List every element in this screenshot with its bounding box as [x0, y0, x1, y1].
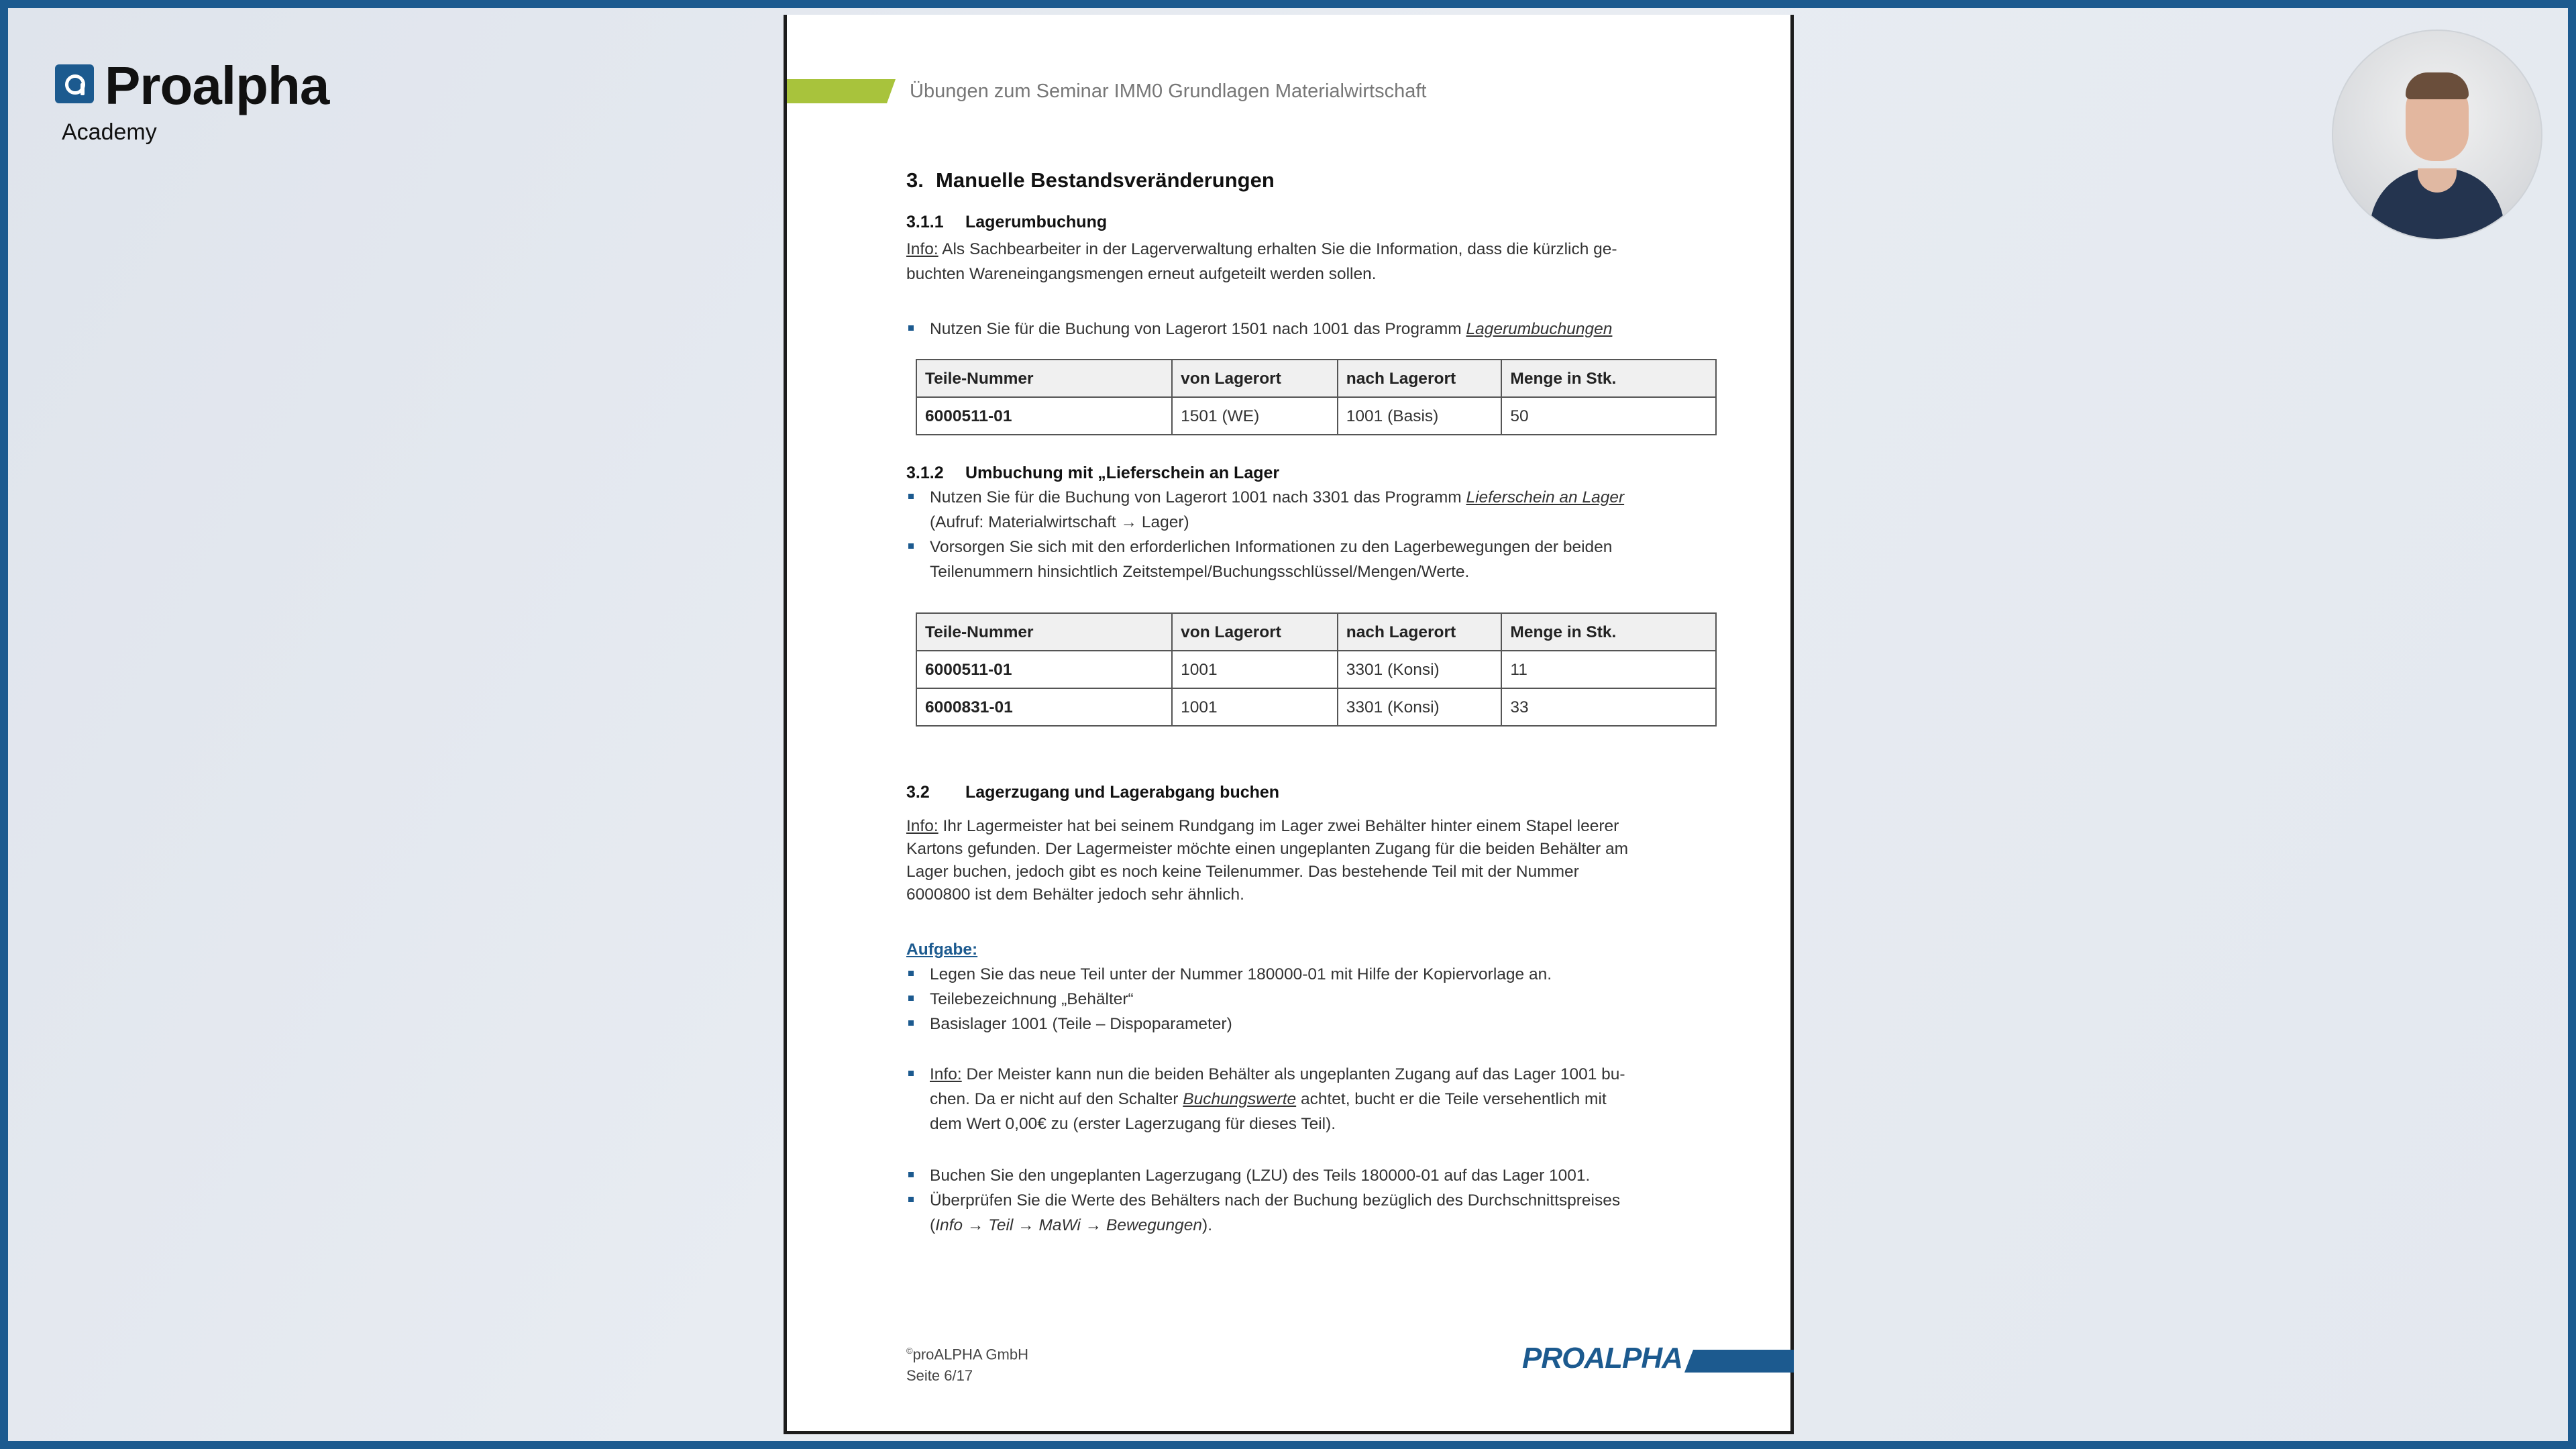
- bullet-list: [906, 317, 1651, 341]
- subsection-heading-3-2: 3.2 Lagerzugang und Lagerabgang buchen: [906, 783, 1280, 802]
- list-item: Legen Sie das neue Teil unter der Nummer 180000-01 mit Hilfe der Kopiervorlage an.: [906, 962, 1651, 987]
- section-heading: 3. Manuelle Bestandsveränderungen: [906, 168, 1275, 192]
- page-number: Seite 6/17: [906, 1367, 973, 1385]
- list-item: Nutzen Sie für die Buchung von Lagerort 1001 nach 3301 das Programm Lieferschein an Lager (Aufruf: Materialwirtschaft → Lager): [906, 485, 1651, 535]
- list-item: Buchen Sie den ungeplanten Lagerzugang (LZU) des Teils 180000-01 auf das Lager 1001.: [906, 1163, 1651, 1188]
- transfer-table-1: Teile-Nummer von Lagerort nach Lagerort Menge in Stk. 6000511-01 1501 (WE) 1001 (Basis) 50: [916, 359, 1717, 435]
- table-row: 6000511-01 1001 3301 (Konsi) 11: [916, 651, 1716, 688]
- transfer-table-2: Teile-Nummer von Lagerort nach Lagerort Menge in Stk. 6000511-01 1001 3301 (Konsi) 11 6000831-01 1001 3301 (Konsi) 33: [916, 612, 1717, 727]
- program-link[interactable]: Lagerumbuchungen: [1466, 320, 1613, 338]
- table-row: 6000511-01 1501 (WE) 1001 (Basis) 50: [916, 397, 1716, 435]
- task-list: [906, 962, 1651, 1036]
- list-item: Überprüfen Sie die Werte des Behälters nach der Buchung bezüglich des Durchschnittspreises (Info → Teil → MaWi → Bewegungen).: [906, 1188, 1651, 1238]
- subsection-heading-3-1-1: 3.1.1 Lagerumbuchung: [906, 213, 1108, 231]
- brand-name: Proalpha: [105, 56, 329, 115]
- page-footer: ©proALPHA GmbH Seite 6/17: [906, 1340, 1028, 1387]
- video-frame: [8, 8, 2568, 1441]
- brand-subtitle: Academy: [62, 119, 157, 145]
- bullet-list: [906, 1062, 1651, 1136]
- footer-accent-bar: [1684, 1350, 1794, 1373]
- presenter-webcam: [2332, 30, 2542, 240]
- list-item: Info: Der Meister kann nun die beiden Behälter als ungeplanten Zugang auf das Lager 1001 bu- chen. Da er nicht auf den Schalter Buchungswerte achtet, bucht er die Teile versehentlich mit dem Wert 0,00€ zu (erster Lagerzugang für dieses Teil).: [906, 1062, 1651, 1136]
- list-item: Vorsorgen Sie sich mit den erforderlichen Informationen zu den Lagerbewegungen der beiden Teilenummern hinsichtlich Zeitstempel/Buchungsschlüssel/Mengen/Werte.: [906, 535, 1651, 584]
- document-page: Übungen zum Seminar IMM0 Grundlagen Materialwirtschaft 3. Manuelle Bestandsveränderungen 3.1.1 Lagerumbuchung Info: Als Sachbearbeiter in der Lagerverwaltung erhalten Sie die Information, dass die kürzlich ge- buchten Wareneingangsmengen erneut aufgeteilt werden sollen. Nutzen Sie für die Buchung von Lagerort 1501 nach 1001 das Programm Lagerumbuchungen Teile-Nummer von Lagerort nach Lagerort Menge in Stk. 6000511-01 1501 (WE) 1001 (Basis) 50 3.1.2 Umbuchung mit „Lieferschein an Lager Nutzen Sie für die Buchung von Lagerort 1001 nach 3301 das Programm Lieferschein an Lager (Aufruf: Materialwirtschaft → Lager) Vorsorgen Sie sich mit den erforderlichen Informationen zu den Lagerbewegungen der beiden Teilenummern hinsichtlich Zeitstempel/Buchungsschlüssel/Mengen/Werte. Teile-Nummer von Lagerort nach Lagerort Menge in Stk. 6000511-01 1001 3301 (Konsi) 11 6000831-01 1001 3301 (Konsi) 33 3.2 Lagerzugang und Lagerabgang buchen Info: Ihr Lagermeister hat bei seinem Rundgang im Lager zwei Behälter hinter einem Stapel leerer Kartons gefunden. Der Lagermeister möchte einen ungeplanten Zugang für die beiden Behälter am Lager buchen, jedoch gibt es noch keine Teilenummer. Das bestehende Teil mit der Nummer 6000800 ist dem Behälter jedoch sehr ähnlich. Aufgabe: Legen Sie das neue Teil unter der Nummer 180000-01 mit Hilfe der Kopiervorlage an. Teilebezeichnung „Behälter“ Basislager 1001 (Teile – Dispoparameter) Info: Der Meister kann nun die beiden Behälter als ungeplanten Zugang auf das Lager 1001 bu- chen. Da er nicht auf den Schalter Buchungswerte achtet, bucht er die Teile versehentlich mit dem Wert 0,00€ zu (erster Lagerzugang für dieses Teil). Buchen Sie den ungeplanten Lagerzugang (LZU) des Teils 180000-01 auf das Lager 1001. Überprüfen Sie die Werte des Behälters nach der Buchung bezüglich des Durchschnittspreises (Info → Teil → MaWi → Bewegungen). ©proALPHA GmbH Seite 6/17 PROALPHA: [784, 15, 1794, 1434]
- list-item: Basislager 1001 (Teile – Dispoparameter): [906, 1012, 1651, 1036]
- proalpha-logo-icon: [55, 64, 94, 103]
- bullet-list: [906, 1163, 1651, 1238]
- button-reference: Buchungswerte: [1183, 1090, 1297, 1108]
- info-paragraph: Info: Als Sachbearbeiter in der Lagerverwaltung erhalten Sie die Information, dass die kürzlich ge- buchten Wareneingangsmengen erneut aufgeteilt werden sollen.: [906, 240, 1617, 283]
- company-name: proALPHA GmbH: [912, 1346, 1028, 1363]
- list-item: Nutzen Sie für die Buchung von Lagerort 1501 nach 1001 das Programm Lagerumbuchungen: [906, 317, 1651, 341]
- document-content: [906, 168, 1651, 1238]
- document-header-title: Übungen zum Seminar IMM0 Grundlagen Materialwirtschaft: [910, 80, 1427, 102]
- table-row: 6000831-01 1001 3301 (Konsi) 33: [916, 688, 1716, 726]
- list-item: Teilebezeichnung „Behälter“: [906, 987, 1651, 1012]
- bullet-list: [906, 485, 1651, 584]
- task-heading: Aufgabe:: [906, 941, 978, 959]
- header-accent-bar: [787, 79, 896, 103]
- info-paragraph: Info: Ihr Lagermeister hat bei seinem Rundgang im Lager zwei Behälter hinter einem Stapel leerer Kartons gefunden. Der Lagermeister möchte einen ungeplanten Zugang für die beiden Behälter am Lager buchen, jedoch gibt es noch keine Teilenummer. Das bestehende Teil mit der Nummer 6000800 ist dem Behälter jedoch sehr ähnlich.: [906, 817, 1628, 904]
- program-link[interactable]: Lieferschein an Lager: [1466, 488, 1625, 506]
- subsection-heading-3-1-2: 3.1.2 Umbuchung mit „Lieferschein an Lager: [906, 464, 1280, 482]
